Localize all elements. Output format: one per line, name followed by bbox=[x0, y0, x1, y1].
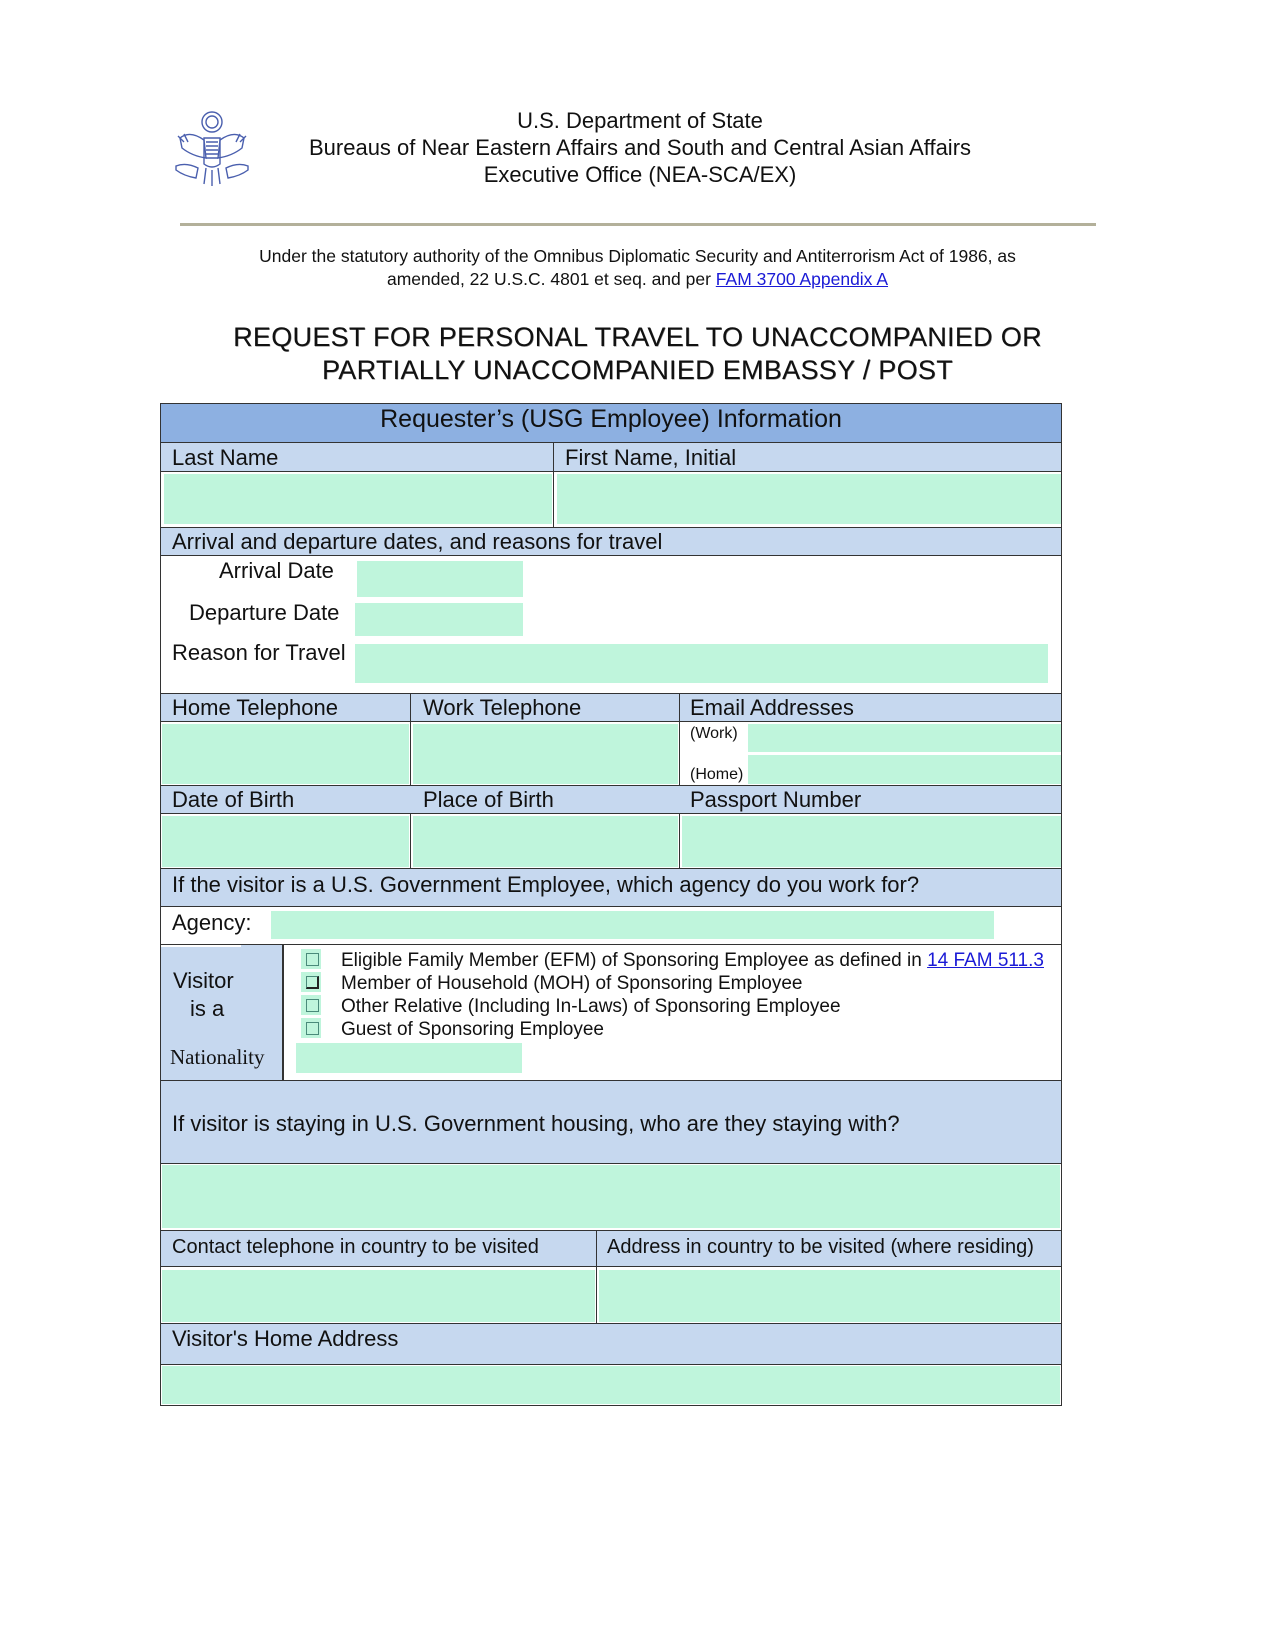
divider bbox=[282, 945, 284, 1080]
option-moh: Member of Household (MOH) of Sponsoring Employee bbox=[341, 973, 803, 994]
home-address-field[interactable] bbox=[162, 1366, 1060, 1404]
divider bbox=[161, 1266, 1061, 1267]
departure-date-label: Departure Date bbox=[189, 600, 340, 625]
option-guest: Guest of Sponsoring Employee bbox=[341, 1019, 604, 1040]
section-title: Requester’s (USG Employee) Information bbox=[380, 405, 842, 433]
departure-date-field[interactable] bbox=[355, 603, 523, 636]
form-title-line-1: REQUEST FOR PERSONAL TRAVEL TO UNACCOMPANIED OR bbox=[233, 322, 1042, 352]
home-phone-field[interactable] bbox=[162, 724, 409, 784]
divider bbox=[410, 694, 411, 868]
pob-label: Place of Birth bbox=[423, 787, 554, 812]
relative-checkbox[interactable] bbox=[306, 999, 319, 1012]
email-work-label: (Work) bbox=[690, 725, 738, 742]
department-name: U.S. Department of State bbox=[517, 108, 763, 133]
work-phone-field[interactable] bbox=[413, 724, 678, 784]
reason-label: Reason for Travel bbox=[172, 640, 346, 665]
divider bbox=[161, 721, 1061, 722]
pob-field[interactable] bbox=[413, 816, 678, 867]
moh-checkbox[interactable] bbox=[306, 976, 319, 989]
bureau-name: Bureaus of Near Eastern Affairs and South and Central Asian Affairs bbox=[308, 135, 972, 160]
divider bbox=[161, 471, 1061, 472]
housing-question: If visitor is staying in U.S. Government housing, who are they staying with? bbox=[172, 1111, 900, 1136]
agency-question: If the visitor is a U.S. Government Employee, which agency do you work for? bbox=[172, 872, 920, 897]
first-name-label: First Name, Initial bbox=[565, 445, 737, 470]
first-name-field[interactable] bbox=[557, 474, 1061, 524]
divider bbox=[161, 944, 1061, 945]
option-efm bbox=[341, 950, 1044, 972]
guest-checkbox[interactable] bbox=[306, 1022, 319, 1035]
authority-text: amended, 22 U.S.C. 4801 et seq. and per bbox=[386, 269, 716, 289]
office-name: Executive Office (NEA-SCA/EX) bbox=[483, 162, 797, 187]
passport-label: Passport Number bbox=[690, 787, 862, 812]
contact-phone-label: Contact telephone in country to be visited bbox=[172, 1236, 539, 1258]
efm-checkbox[interactable] bbox=[306, 953, 319, 966]
divider bbox=[553, 443, 554, 527]
divider bbox=[679, 694, 680, 868]
cell-notch bbox=[161, 945, 241, 947]
fam-3700-link[interactable]: FAM 3700 Appendix A bbox=[715, 269, 889, 289]
option-efm-text: Eligible Family Member (EFM) of Sponsoring Employee as defined in bbox=[341, 950, 928, 971]
nationality-field[interactable] bbox=[296, 1043, 522, 1073]
email-home-label: (Home) bbox=[690, 766, 744, 783]
divider bbox=[161, 555, 1061, 556]
authority-line-1: Under the statutory authority of the Omnibus Diplomatic Security and Antiterrorism Act of 1986, as bbox=[259, 246, 1016, 266]
visitor-is-a-label-1: Visitor bbox=[173, 968, 234, 993]
birth-header-row bbox=[161, 786, 1061, 813]
divider bbox=[161, 1364, 1061, 1365]
home-address-label: Visitor's Home Address bbox=[172, 1326, 399, 1351]
divider bbox=[596, 1231, 597, 1323]
email-label: Email Addresses bbox=[690, 695, 854, 720]
work-phone-label: Work Telephone bbox=[423, 695, 582, 720]
arrival-date-label: Arrival Date bbox=[219, 558, 334, 583]
header-rule bbox=[180, 223, 1096, 226]
agency-label: Agency: bbox=[172, 910, 252, 935]
divider bbox=[161, 906, 1061, 907]
option-relative: Other Relative (Including In-Laws) of Sponsoring Employee bbox=[341, 996, 841, 1017]
agency-field[interactable] bbox=[271, 911, 994, 939]
contact-phone-field[interactable] bbox=[162, 1270, 595, 1322]
address-visited-field[interactable] bbox=[599, 1270, 1060, 1322]
dob-label: Date of Birth bbox=[172, 787, 295, 812]
reason-field[interactable] bbox=[355, 644, 1048, 683]
authority-line-2 bbox=[200, 269, 1075, 290]
email-work-field[interactable] bbox=[748, 724, 1061, 752]
visitor-is-a-label-2: is a bbox=[190, 996, 225, 1021]
address-visited-label: Address in country to be visited (where residing) bbox=[607, 1236, 1034, 1258]
divider bbox=[161, 1163, 1061, 1164]
passport-field[interactable] bbox=[682, 816, 1061, 867]
form-title-line-2: PARTIALLY UNACCOMPANIED EMBASSY / POST bbox=[321, 355, 954, 385]
last-name-field[interactable] bbox=[164, 474, 552, 524]
dob-field[interactable] bbox=[162, 816, 409, 867]
email-home-field[interactable] bbox=[748, 755, 1061, 784]
dates-header: Arrival and departure dates, and reasons for travel bbox=[172, 529, 663, 554]
divider bbox=[161, 813, 1061, 814]
housing-field[interactable] bbox=[162, 1165, 1060, 1228]
nationality-label: Nationality bbox=[170, 1045, 265, 1069]
home-phone-label: Home Telephone bbox=[172, 695, 338, 720]
fam-511-link[interactable]: 14 FAM 511.3 bbox=[927, 950, 1044, 971]
arrival-date-field[interactable] bbox=[357, 561, 523, 597]
last-name-label: Last Name bbox=[172, 445, 279, 470]
